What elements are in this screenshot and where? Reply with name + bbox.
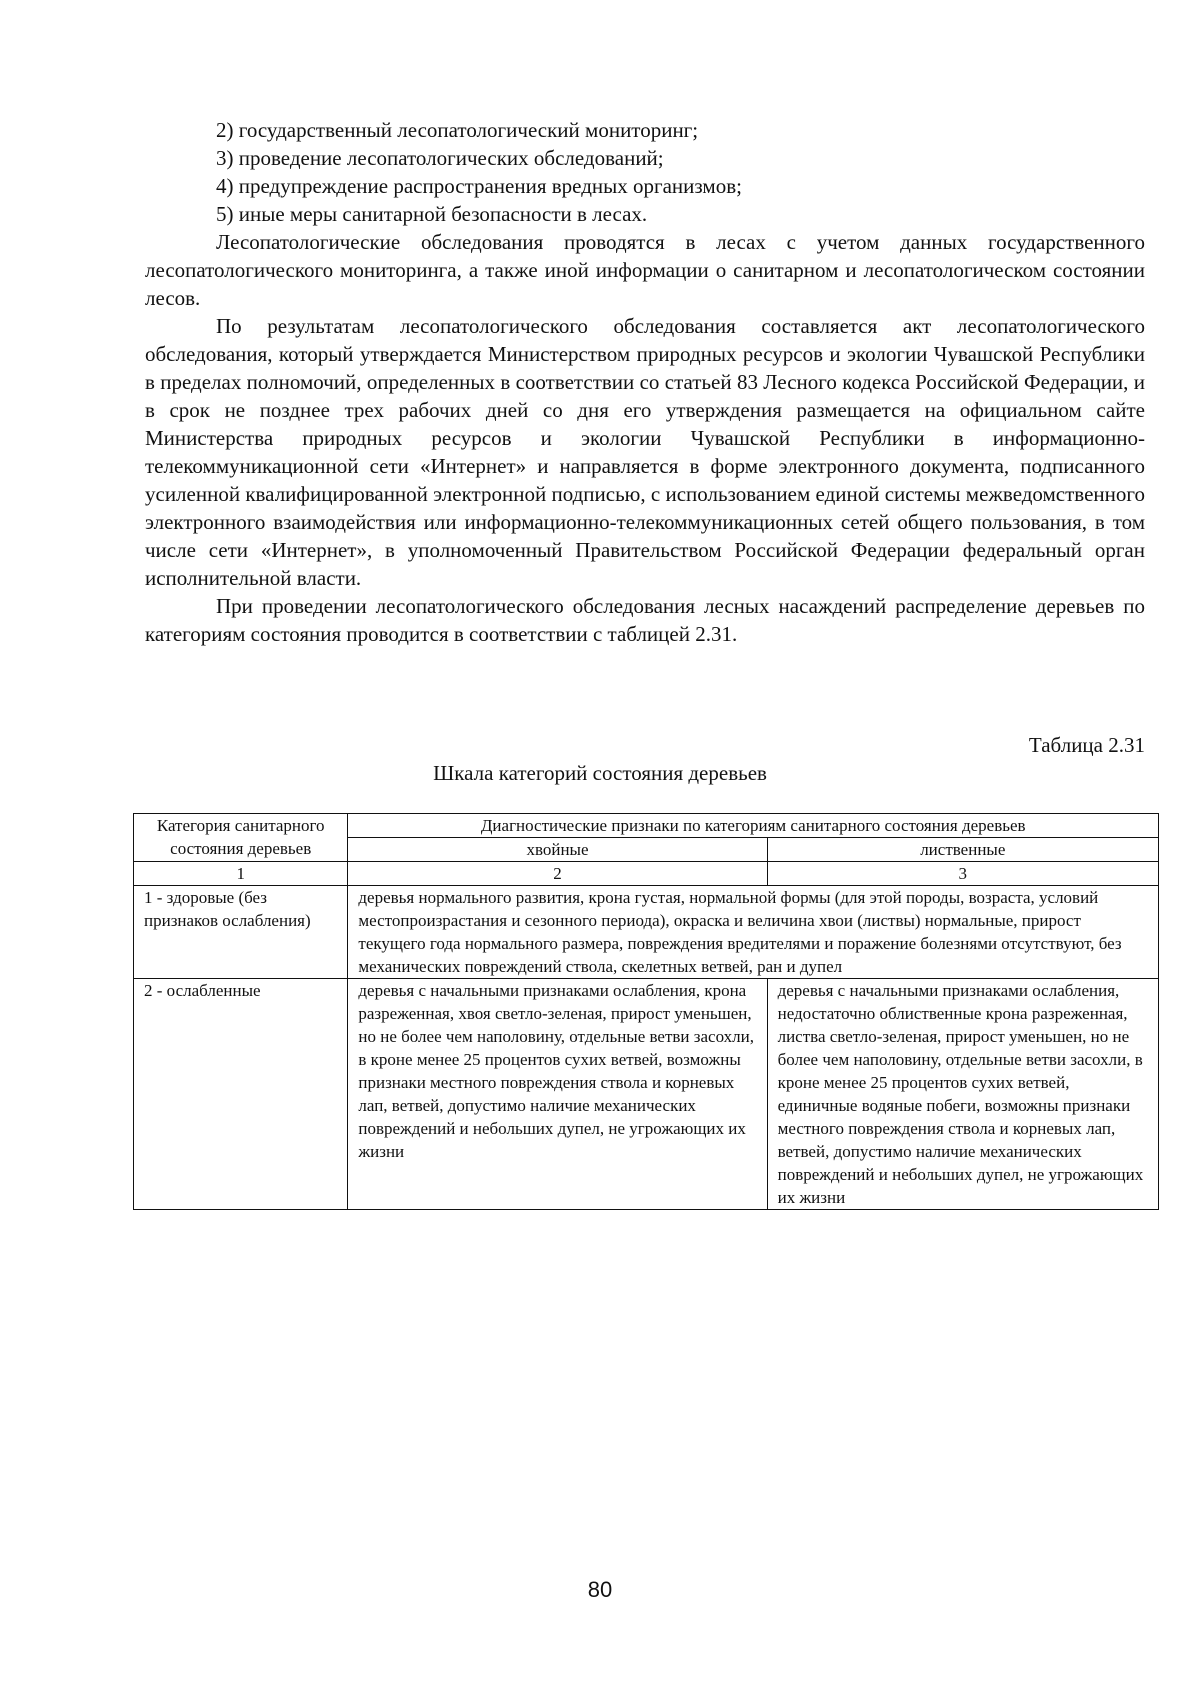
list-item: 4) предупреждение распространения вредных организмов; — [216, 174, 742, 198]
table-header-row — [134, 814, 1159, 838]
column-number: 1 — [134, 862, 348, 886]
header-diagnostic: Диагностические признаки по категориям санитарного состояния деревьев — [348, 814, 1159, 838]
list-item: 3) проведение лесопатологических обследований; — [216, 146, 664, 170]
header-category: Категория санитарного состояния деревьев — [134, 814, 348, 862]
table-title: Шкала категорий состояния деревьев — [433, 761, 767, 785]
paragraph: При проведении лесопатологического обследования лесных насаждений распределение деревьев по категориям состояния проводится в соответствии с таблицей 2.31. — [145, 594, 1145, 646]
table-number: Таблица 2.31 — [1028, 733, 1145, 757]
table-column-number-row — [134, 862, 1159, 886]
list-item: 5) иные меры санитарной безопасности в лесах. — [216, 202, 648, 226]
tree-condition-table — [133, 813, 1159, 1210]
row-combined-signs: деревья нормального развития, крона густая, нормальной формы (для этой породы, возраста, условий местопроизрастания и сезонного периода), окраска и величина хвои (листвы) нормальные, прирост текущего года нормального размера, повреждения вредителями и поражение болезнями отсутствуют, без механических повреждений ствола, скелетных ветвей, ран и дупел — [348, 886, 1159, 979]
column-number: 3 — [767, 862, 1158, 886]
list-item: 2) государственный лесопатологический мониторинг; — [216, 118, 699, 142]
row-category: 2 - ослабленные — [134, 979, 348, 1210]
paragraph: По результатам лесопатологического обследования составляется акт лесопатологического обследования, который утверждается Министерством природных ресурсов и экологии Чувашской Республики в пределах полномочий, определенных в соответствии со статьей 83 Лесного кодекса Российской Федерации, и в срок не позднее трех рабочих дней со дня его утверждения размещается на официальном сайте Министерства природных ресурсов и экологии Чувашской Республики в информационно-телекоммуникационной сети «Интернет» и направляется в форме электронного документа, подписанного усиленной квалифицированной электронной подписью, с использованием единой системы межведомственного электронного взаимодействия или информационно-телекоммуникационных сетей общего пользования, в том числе сети «Интернет», в уполномоченный Правительством Российской Федерации федеральный орган исполнительной власти. — [145, 314, 1145, 590]
row-category: 1 - здоровые (без признаков ослабления) — [134, 886, 348, 979]
table-row — [134, 979, 1159, 1210]
header-coniferous: хвойные — [348, 838, 767, 862]
body-text — [145, 116, 1145, 648]
row-coniferous-signs: деревья с начальными признаками ослабления, крона разреженная, хвоя светло-зеленая, прирост уменьшен, но не более чем наполовину, отдельные ветви засохли, в кроне менее 25 процентов сухих ветвей, возможны признаки местного повреждения ствола и корневых лап, ветвей, допустимо наличие механических повреждений и небольших дупел, не угрожающих их жизни — [348, 979, 767, 1210]
row-deciduous-signs: деревья с начальными признаками ослабления, недостаточно облиственные крона разреженная, листва светло-зеленая, прирост уменьшен, но не более чем наполовину, отдельные ветви засохли, в кроне менее 25 процентов сухих ветвей, единичные водяные побеги, возможны признаки местного повреждения ствола и корневых лап, ветвей, допустимо наличие механических повреждений и небольших дупел, не угрожающих их жизни — [767, 979, 1158, 1210]
page-number: 80 — [587, 1577, 613, 1602]
header-deciduous: лиственные — [767, 838, 1158, 862]
table-row — [134, 886, 1159, 979]
column-number: 2 — [348, 862, 767, 886]
paragraph: Лесопатологические обследования проводятся в лесах с учетом данных государственного лесопатологического мониторинга, а также иной информации о санитарном и лесопатологическом состоянии лесов. — [145, 230, 1145, 310]
